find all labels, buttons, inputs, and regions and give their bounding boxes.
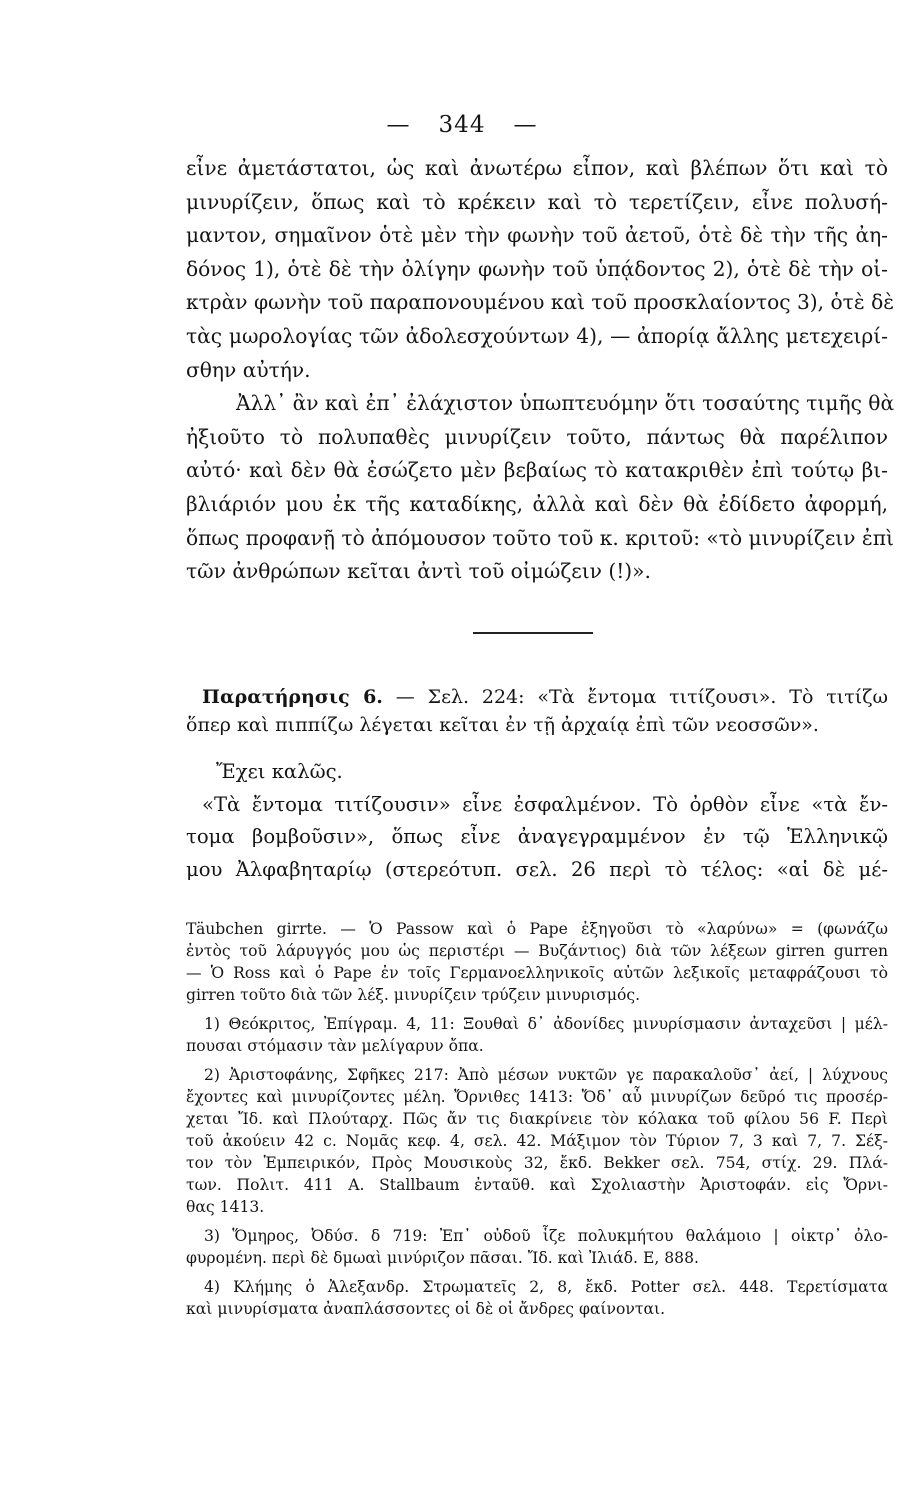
footnote-line: ἐντὸς τοῦ λάρυγγός μου ὡς περιστέρι — Βυζάντιος) διὰ τῶν λέξεων girren gurren <box>186 942 888 960</box>
footnote-line: φυρομένη. περὶ δὲ δμωαὶ μινύριζον πᾶσαι. Ἴδ. καὶ Ἰλιάδ. E, 888. <box>186 1249 699 1267</box>
footnote-line: καὶ μινυρίσματα ἀναπλάσσοντες οἱ δὲ οἱ ἄνδρες φαίνονται. <box>186 1300 666 1318</box>
reply-line: Ἔχει καλῶς. <box>216 760 343 783</box>
text-line: ὅπως προφανῇ τὸ ἀπόμουσον τοῦτο τοῦ κ. κριτοῦ: «τὸ μινυρίζειν ἐπὶ <box>186 525 894 550</box>
text-line: αὐτό· καὶ δὲν θὰ ἐσώζετο μὲν βεβαίως τὸ κατακριθὲν ἐπὶ τούτῳ βι- <box>186 458 888 483</box>
footnote-line: των. Πολιτ. 411 A. Stallbaum ἐνταῦθ. καὶ Σχολιαστὴν Ἀριστοφάν. εἰς Ὄρνι- <box>186 1176 888 1194</box>
remark-quote <box>186 683 888 739</box>
remark-heading: Παρατήρησις 6. <box>202 686 383 708</box>
page-number-value: 344 <box>438 112 486 138</box>
remark-line: ὅπερ καὶ πιππίζω λέγεται κεῖται ἐν τῇ ἀρχαίᾳ ἐπὶ τῶν νεοσσῶν». <box>186 714 819 736</box>
text-line: βλιάριόν μου ἐκ τῆς καταδίκης, ἀλλὰ καὶ δὲν θὰ ἐδίδετο ἀφορμή, <box>186 491 888 516</box>
footnote-line: 2) Ἀριστοφάνης, Σφῆκες 217: Ἀπὸ μέσων νυκτῶν γε παρακαλοῦσ᾿ ἀεί, | λύχνους <box>204 1066 888 1084</box>
text-line: κτρὰν φωνὴν τοῦ παραπονουμένου καὶ τοῦ προσκλαίοντος 3), ὁτὲ δὲ <box>186 290 895 315</box>
text-line: σθην αὐτήν. <box>186 357 311 382</box>
remark-text: — Σελ. 224: «Τὰ ἔντομα τιτίζουσι». Τὸ τιτίζω <box>382 686 888 708</box>
text-line: Ἀλλ᾿ ἂν καὶ ἐπ᾿ ἐλάχιστον ὑπωπτευόμην ὅτι τοσαύτης τιμῆς θὰ <box>236 391 895 416</box>
text-line: τῶν ἀνθρώπων κεῖται ἀντὶ τοῦ οἰμώζειν (!)». <box>186 559 651 584</box>
footnote-line: — Ὁ Ross καὶ ὁ Pape ἐν τοῖς Γερμανοελληνικοῖς αὐτῶν λεξικοῖς μεταφράζουσι τὸ <box>186 964 888 982</box>
text-line: ἠξιοῦτο τὸ πολυπαθὲς μινυρίζειν τοῦτο, πάντως θὰ παρέλιπον <box>186 424 888 449</box>
footnote-line: θας 1413. <box>186 1198 265 1216</box>
main-text <box>186 152 895 589</box>
reply-text <box>186 756 888 886</box>
remark-line <box>186 683 888 711</box>
section-divider <box>473 632 593 634</box>
footnote-line: τον τὸν Ἐμπειρικόν, Πρὸς Μουσικοὺς 32, ἔκδ. Bekker σελ. 754, στίχ. 29. Πλά- <box>186 1154 888 1172</box>
footnote-line: 4) Κλήμης ὁ Ἀλεξανδρ. Στρωματεῖς 2, 8, ἔκδ. Potter σελ. 448. Τερετίσματα <box>204 1278 888 1296</box>
remark-section <box>186 683 888 886</box>
reply-line: τομα βομβοῦσιν», ὅπως εἶνε ἀναγεγραμμένον ἐν τῷ Ἑλληνικῷ <box>186 825 888 848</box>
footnote-line: 3) Ὅμηρος, Ὀδύσ. δ 719: Ἐπ᾿ οὐδοῦ ἷζε πολυκμήτου θαλάμοιο | οἰκτρ᾿ ὀλο- <box>204 1227 888 1245</box>
reply-line: μου Ἀλφαβηταρίῳ (στερεότυπ. σελ. 26 περὶ τὸ τέλος: «αἱ δὲ μέ- <box>186 857 888 881</box>
footnote-line: Täubchen girrte. — Ὁ Passow καὶ ὁ Pape ἐξηγοῦσι τὸ «λαρύνω» = (φωνάζω <box>186 920 888 938</box>
text-line: δόνος 1), ὁτὲ δὲ τὴν ὀλίγην φωνὴν τοῦ ὑπᾴδοντος 2), ὁτὲ δὲ τὴν οἰ- <box>186 256 888 281</box>
footnote-line: 1) Θεόκριτος, Ἐπίγραμ. 4, 11: Ξουθαὶ δ᾿ ἀδονίδες μινυρίσμασιν ἀνταχεῦσι | μέλ- <box>204 1015 888 1033</box>
footnote-line: πουσαι στόμασιν τὰν μελίγαρυν ὄπα. <box>186 1037 484 1055</box>
footnote-line: χεται Ἴδ. καὶ Πλούταρχ. Πῶς ἄν τις διακρίνειε τὸν κόλακα τοῦ φίλου 56 F. Περὶ <box>186 1110 888 1128</box>
text-line: εἶνε ἀμετάστατοι, ὡς καὶ ἀνωτέρω εἶπον, καὶ βλέπων ὅτι καὶ τὸ <box>186 156 888 180</box>
reply-line: «Τὰ ἔντομα τιτίζουσιν» εἶνε ἐσφαλμένον. Τὸ ὀρθὸν εἶνε «τὰ ἔν- <box>202 792 888 816</box>
footnote-line: girren τοῦτο διὰ τῶν λέξ. μινυρίζειν τρύζειν μινυρισμός. <box>186 986 641 1004</box>
text-line: τὰς μωρολογίας τῶν ἀδολεσχούντων 4), — ἀπορίᾳ ἄλλης μετεχειρί- <box>186 323 888 348</box>
text-line: μινυρίζειν, ὅπως καὶ τὸ κρέκειν καὶ τὸ τερετίζειν, εἶνε πολυσή- <box>186 189 888 214</box>
footnotes <box>186 918 888 1320</box>
footnote-line: ἔχοντες καὶ μινυρίζοντες μέλη. Ὄρνιθες 1413: Ὄδ᾿ αὖ μινυρίζων δεῦρό τις προσέρ- <box>186 1088 888 1106</box>
footnote-line: τοῦ ἀκούειν 42 c. Νομᾶς κεφ. 4, σελ. 42. Μάξιμον τὸν Τύριον 7, 3 καὶ 7, 7. Σέξ- <box>186 1132 888 1150</box>
text-line: μαντον, σημαῖνον ὁτὲ μὲν τὴν φωνὴν τοῦ ἀετοῦ, ὁτὲ δὲ τὴν τῆς ἀη- <box>186 223 888 248</box>
page-number: — 344 — <box>386 112 538 138</box>
